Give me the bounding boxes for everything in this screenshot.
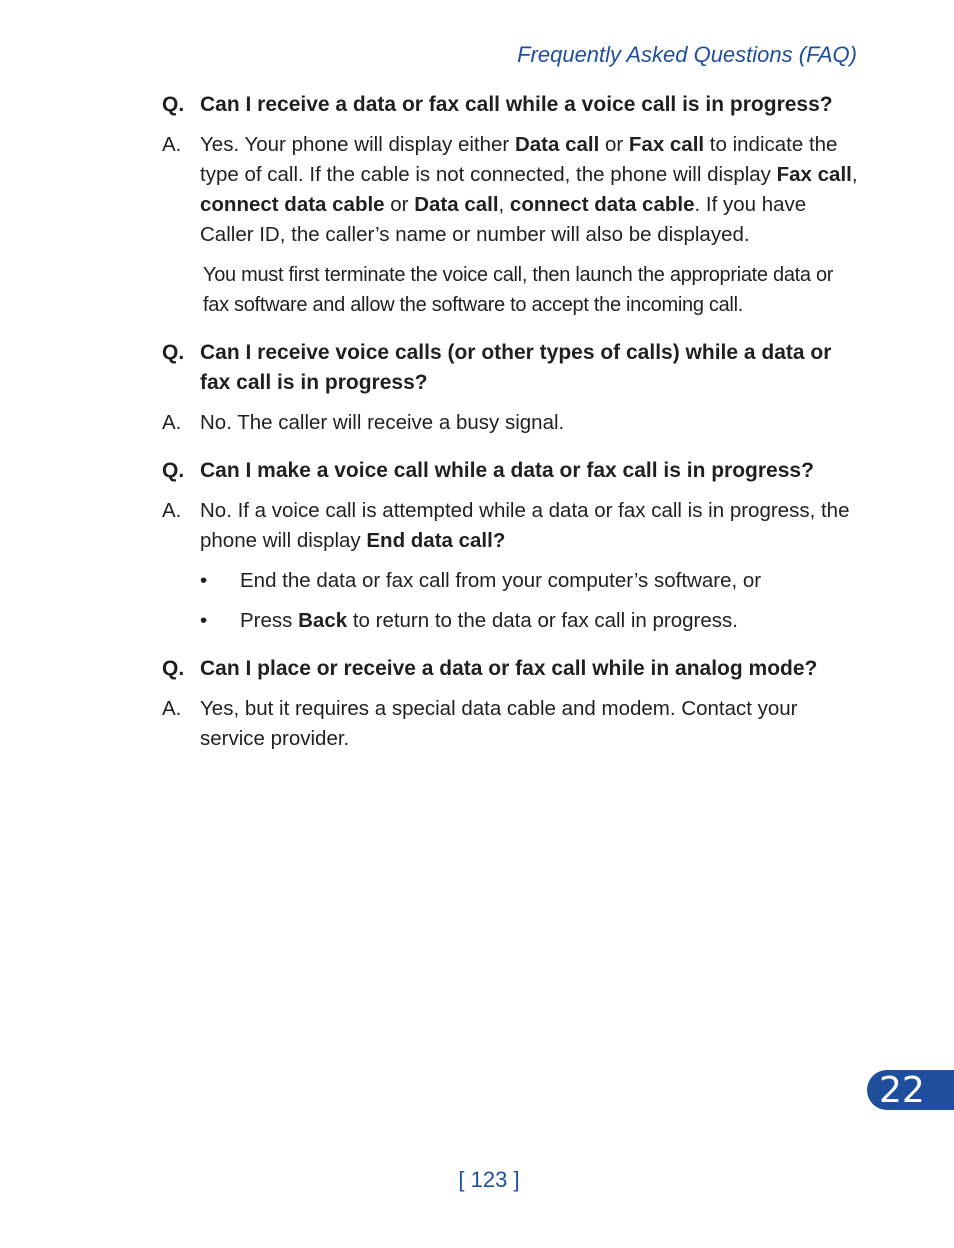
chapter-tab: 22 — [867, 1070, 954, 1110]
answer-4 — [162, 694, 862, 754]
a-label: A. — [162, 411, 182, 434]
answer-text: , — [498, 193, 510, 216]
q-label: Q. — [162, 341, 185, 364]
answer-1-note: You must first terminate the voice call, then launch the appropriate data or fax software and allow the software to accept the incoming call. — [203, 264, 834, 316]
section-title: Frequently Asked Questions (FAQ) — [517, 42, 857, 67]
bullet-dot: • — [200, 609, 208, 632]
bullet-text: to return to the data or fax call in progress. — [347, 609, 738, 632]
a-label: A. — [162, 697, 182, 720]
faq-list — [162, 90, 862, 754]
term-back: Back — [298, 609, 348, 632]
bullet-item-2 — [162, 606, 862, 636]
question-2 — [162, 338, 862, 398]
answer-text: No. If a voice call is attempted while a data or fax call is in progress, the phone will display — [200, 499, 850, 552]
question-text: Can I make a voice call while a data or fax call is in progress? — [200, 459, 814, 482]
answer-text: Yes, but it requires a special data cable and modem. Contact your service provider. — [200, 697, 798, 750]
term-data-call: Data call — [414, 193, 499, 216]
answer-3 — [162, 496, 862, 556]
term-end-data-call: End data call? — [366, 529, 506, 552]
a-label: A. — [162, 133, 182, 156]
question-text: Can I place or receive a data or fax call while in analog mode? — [200, 657, 818, 680]
term-connect-data-cable: connect data cable — [509, 193, 695, 216]
question-text: Can I receive a data or fax call while a voice call is in progress? — [200, 93, 833, 116]
answer-text: or — [599, 133, 629, 156]
question-1 — [162, 90, 862, 120]
question-3 — [162, 456, 862, 486]
term-fax-call: Fax call — [776, 163, 852, 186]
term-data-call: Data call — [514, 133, 600, 156]
answer-text: . If you have Caller ID, the caller’s name or number will also be displayed. — [200, 193, 807, 246]
bullet-dot: • — [200, 569, 208, 592]
answer-text: Yes. Your phone will display either — [200, 133, 515, 156]
answer-1 — [162, 130, 862, 250]
answer-text: , — [851, 163, 858, 186]
answer-text: No. The caller will receive a busy signal. — [200, 411, 565, 434]
q-label: Q. — [162, 459, 185, 482]
answer-2 — [162, 408, 862, 438]
q-label: Q. — [162, 657, 185, 680]
answer-text: or — [384, 193, 415, 216]
page-number: [ 123 ] — [458, 1167, 520, 1192]
term-connect-data-cable: connect data cable — [200, 193, 385, 216]
answer-text: to indicate the type of call. If the cable is not connected, the phone will display — [200, 133, 838, 186]
a-label: A. — [162, 499, 182, 522]
bullet-text: Press — [240, 609, 299, 632]
q-label: Q. — [162, 93, 185, 116]
question-4 — [162, 654, 862, 684]
term-fax-call: Fax call — [628, 133, 705, 156]
question-text: Can I receive voice calls (or other types of calls) while a data or fax call is in progress? — [200, 341, 832, 394]
bullet-item-1 — [162, 566, 862, 596]
bullet-text: End the data or fax call from your computer’s software, or — [240, 569, 762, 592]
